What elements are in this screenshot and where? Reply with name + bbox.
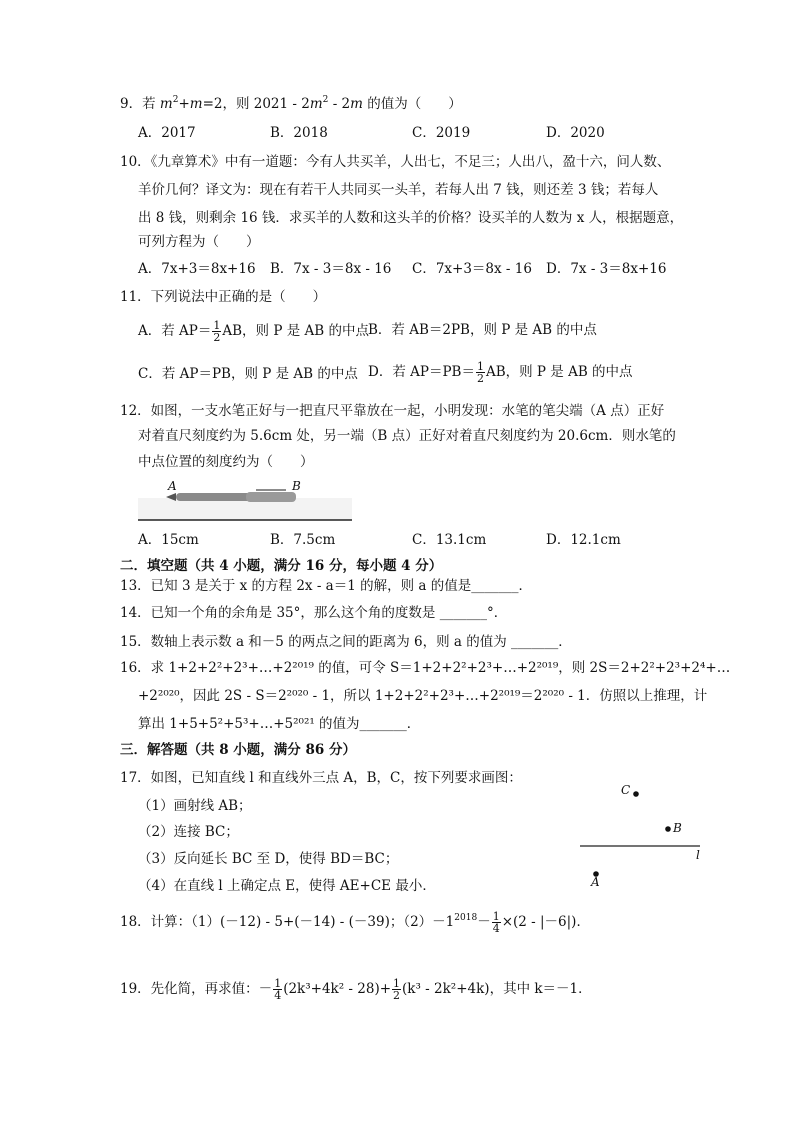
fraction: [273, 978, 282, 1001]
q18-minus: －: [477, 914, 491, 930]
q9-option-d[interactable]: D．2020: [546, 125, 605, 141]
q19: [120, 978, 592, 1001]
q10-option-d[interactable]: D．7x - 3＝8x+16: [546, 261, 667, 277]
point-a-label: A: [168, 479, 177, 493]
q10-line-1: 10．《九章算术》中有一道题：今有人共买羊，人出七，不足三；人出八，盈十六，问人数、: [120, 154, 671, 170]
q12-option-a[interactable]: A．15cm: [138, 532, 199, 548]
q12-line-1: 12．如图，一支水笔正好与一把直尺平靠放在一起，小明发现：水笔的笔尖端（A 点）正好: [120, 403, 665, 419]
q11-d-post: AB，则 P 是 AB 的中点: [485, 364, 633, 380]
pen-cap: [246, 492, 296, 502]
q11-option-a[interactable]: [138, 320, 369, 343]
fraction-numerator: 1: [492, 910, 500, 923]
ruler-body: [138, 498, 352, 520]
fraction: [476, 361, 485, 384]
q13: 13．已知 3 是关于 x 的方程 2x - a＝1 的解，则 a 的值是_______．: [120, 578, 532, 594]
fraction: [212, 320, 221, 343]
q12-line-2: 对着直尺刻度约为 5.6cm 处，另一端（B 点）正好对着直尺刻度约为 20.6cm．则水笔的: [138, 428, 676, 444]
q12-option-c[interactable]: C．13.1cm: [412, 532, 487, 548]
q11-option-c[interactable]: C．若 AP＝PB，则 P 是 AB 的中点: [138, 366, 358, 382]
q11-a-pre: A．若 AP＝: [138, 323, 212, 339]
q16-line-3: 算出 1+5+5²+5³+…+5²⁰²¹ 的值为_______．: [138, 716, 421, 732]
point-b-label: B: [292, 479, 301, 493]
q17-step-3: （3）反向延长 BC 至 D，使得 BD＝BC；: [138, 851, 399, 867]
fraction-numerator: 1: [274, 977, 282, 990]
q10-option-a[interactable]: A．7x+3＝8x+16: [138, 261, 256, 277]
fraction-numerator: 1: [476, 360, 484, 373]
point-c-label: C: [621, 783, 631, 797]
q10-line-2: 羊价几何？译文为：现在有若干人共同买一头羊，若每人出 7 钱，则还差 3 钱；若每人: [138, 182, 659, 198]
pen-ruler-figure: [138, 476, 358, 524]
q17-figure: [576, 780, 710, 892]
q9-stem-rest: =2，则 2021 - 2: [202, 96, 310, 112]
point-b: [665, 826, 671, 832]
q14: 14．已知一个角的余角是 35°，那么这个角的度数是 _______°．: [120, 605, 508, 621]
q11-a-post: AB，则 P 是 AB 的中点: [222, 323, 369, 339]
fraction-denominator: 4: [274, 989, 282, 1002]
q16-line-1: 16．求 1+2+2²+2³+…+2²⁰¹⁹ 的值，可令 S＝1+2+2²+2³+…+2²⁰¹⁹，则 2S＝2+2²+2³+2⁴+…: [120, 660, 731, 676]
q11-option-b[interactable]: B．若 AB＝2PB，则 P 是 AB 的中点: [368, 322, 597, 338]
fraction-denominator: 2: [213, 331, 221, 344]
q18: [120, 911, 590, 934]
section-3-title: 三．解答题（共 8 小题，满分 86 分）: [120, 742, 356, 758]
fraction-denominator: 4: [492, 922, 500, 935]
point-c: [633, 791, 639, 797]
q9-option-c[interactable]: C．2019: [412, 125, 471, 141]
q19-mid: (2k³+4k² - 28)+: [283, 981, 392, 997]
q9-stem-var: m: [189, 96, 203, 112]
q9-stem-pre: 9．若: [120, 96, 160, 112]
q9-option-b[interactable]: B．2018: [270, 125, 328, 141]
q18-pre: 18．计算：（1）(－12) - 5+(－14) - (－39)；（2）－1: [120, 914, 455, 930]
q17-step-2: （2）连接 BC；: [138, 824, 239, 840]
fraction: [392, 978, 401, 1001]
q9-option-a[interactable]: A．2017: [138, 125, 196, 141]
q17-step-4: （4）在直线 l 上确定点 E，使得 AE+CE 最小．: [138, 878, 436, 894]
q9-stem-end: 的值为（ ）: [362, 96, 462, 112]
q9-stem: 9．若 $m^2+m=2$，则 $2021 - 2m^2 - 2m$ 的值为（ ）: [120, 95, 462, 112]
q11-d-pre: D．若 AP＝PB＝: [368, 364, 475, 380]
q11-stem: 11．下列说法中正确的是（ ）: [120, 289, 327, 305]
q15: 15．数轴上表示数 a 和－5 的两点之间的距离为 6，则 a 的值为 _______．: [120, 634, 572, 650]
fraction-numerator: 1: [393, 977, 401, 990]
q17-step-1: （1）画射线 AB；: [138, 798, 252, 814]
q18-exponent: 2018: [454, 913, 478, 923]
point-a-label: A: [591, 875, 600, 889]
fraction: [492, 911, 501, 934]
q19-post: (k³ - 2k²+4k)，其中 k＝－1．: [402, 981, 592, 997]
q17-stem: 17．如图，已知直线 l 和直线外三点 A，B，C，按下列要求画图：: [120, 770, 522, 786]
q10-option-c[interactable]: C．7x+3＝8x - 16: [412, 261, 532, 277]
q18-post: ×(2 - |－6|)．: [501, 914, 590, 930]
fraction-denominator: 2: [393, 989, 401, 1002]
q12-option-d[interactable]: D．12.1cm: [546, 532, 621, 548]
fraction-denominator: 2: [476, 372, 484, 385]
q10-line-3: 出 8 钱，则剩余 16 钱．求买羊的人数和这头羊的价格？设买羊的人数为 x 人，根据题意，: [138, 210, 684, 226]
q10-option-b[interactable]: B．7x - 3＝8x - 16: [270, 261, 392, 277]
point-b-label: B: [673, 821, 682, 835]
q11-option-d[interactable]: [368, 361, 633, 384]
q12-line-3: 中点位置的刻度约为（ ）: [138, 454, 314, 470]
q19-pre: 19．先化简，再求值：－: [120, 981, 273, 997]
section-2-title: 二．填空题（共 4 小题，满分 16 分，每小题 4 分）: [120, 558, 443, 574]
q10-line-4: 可列方程为（ ）: [138, 234, 260, 250]
fraction-numerator: 1: [213, 319, 221, 332]
q16-line-2: +2²⁰²⁰，因此 2S - S＝2²⁰²⁰ - 1，所以 1+2+2²+2³+…+2²⁰¹⁹＝2²⁰²⁰ - 1．仿照以上推理，计: [138, 688, 708, 704]
line-l-label: l: [696, 848, 700, 862]
q12-option-b[interactable]: B．7.5cm: [270, 532, 336, 548]
